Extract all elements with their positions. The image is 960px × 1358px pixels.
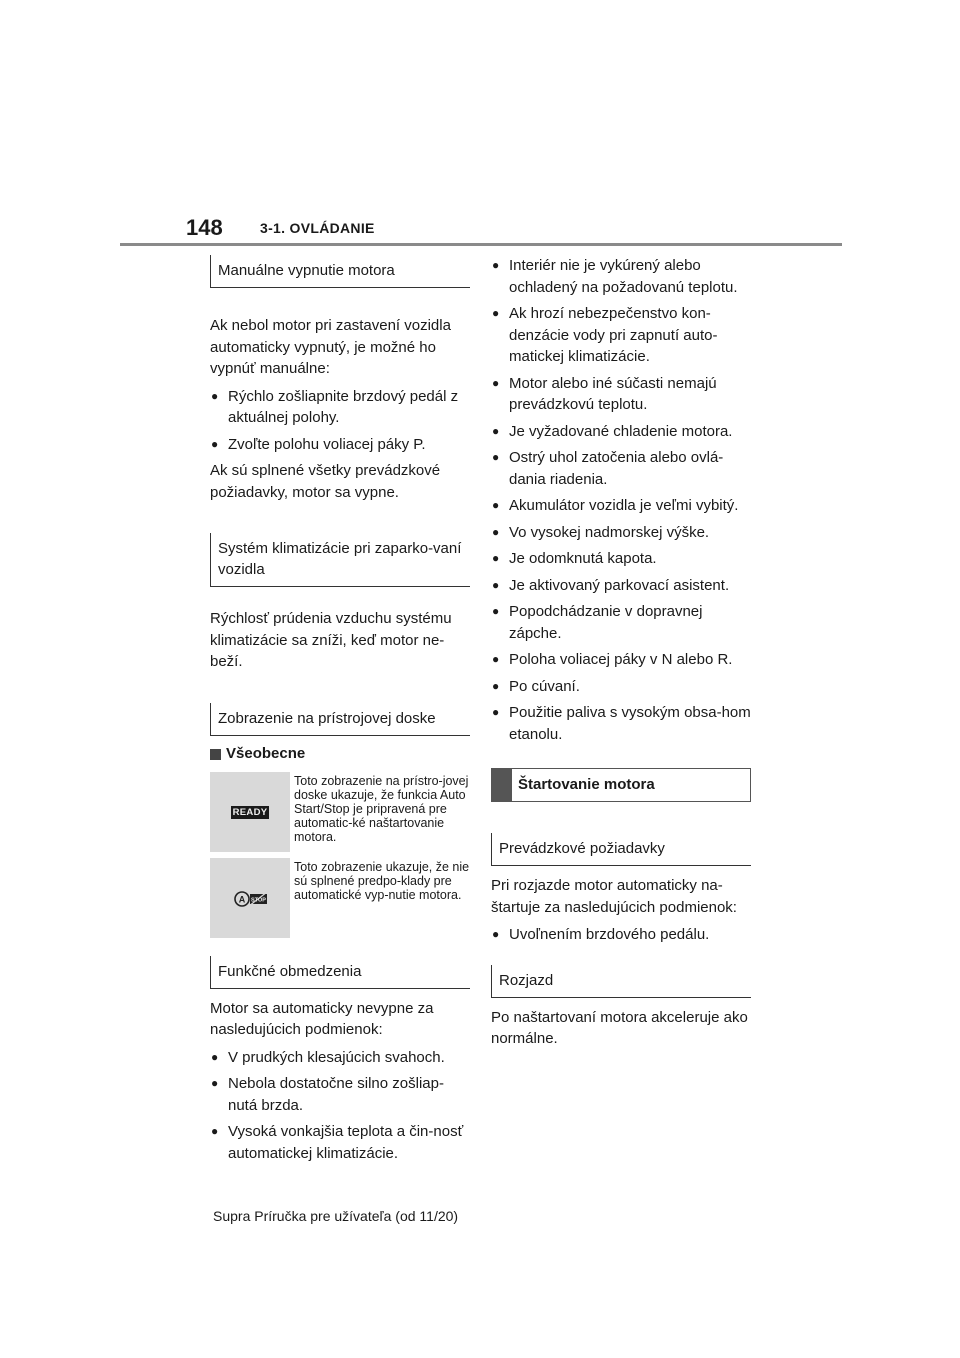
bullet-item: ● Po cúvaní. — [491, 676, 751, 698]
bullet-item: ● Je vyžadované chladenie motora. — [491, 421, 751, 443]
paragraph: Ak sú splnené všetky prevádzkové požiadavky, motor sa vypne. — [210, 462, 441, 501]
bullet-item: ● Popodchádzanie v dopravnej zápche. — [491, 601, 751, 644]
bullet-item: ● Použitie paliva s vysokým obsa-hom etanolu. — [491, 702, 751, 745]
section-heading-engine-start: Štartovanie motora — [491, 768, 751, 802]
stop-label: STOP — [251, 897, 266, 903]
bullet-item: ● Vysoká vonkajšia teplota a čin-nosť automatickej klimatizácie. — [210, 1121, 470, 1164]
bullet-item: ● Interiér nie je vykúrený alebo ochladený na požadovanú teplotu. — [491, 255, 751, 298]
auto-stop-indicator-image — [210, 858, 290, 938]
section-heading-climate: Systém klimatizácie pri zaparko-vaní vozidla — [210, 533, 470, 587]
paragraph: Rýchlosť prúdenia vzduchu systému klimatizácie sa zníži, keď motor ne-beží. — [210, 610, 452, 670]
display-description: Toto zobrazenie ukazuje, že nie sú splnené predpo-klady pre automatické vyp-nutie motora. — [294, 859, 470, 902]
section-heading-limitations: Funkčné obmedzenia — [210, 956, 470, 989]
bullet-item: ● Je aktivovaný parkovací asistent. — [491, 575, 751, 597]
bullet-item: ● Nebola dostatočne silno zošliap-nutá brzda. — [210, 1073, 470, 1116]
bullet-item: ● Akumulátor vozidla je veľmi vybitý. — [491, 495, 751, 517]
page-number: 148 — [186, 215, 223, 240]
section-heading-moving-off: Rozjazd — [491, 965, 751, 998]
bullet-item: ● Poloha voliacej páky v N alebo R. — [491, 649, 751, 671]
bullet-item: ● Ak hrozí nebezpečenstvo kon-denzácie vody pri zapnutí auto-matickej klimatizácie. — [491, 303, 751, 368]
bullet-item: ● Zvoľte polohu voliacej páky P. — [210, 434, 470, 456]
display-row-stop — [210, 858, 470, 938]
bullet-item: ● V prudkých klesajúcich svahoch. — [210, 1047, 470, 1069]
footer-text: Supra Príručka pre užívateľa (od 11/20) — [213, 1208, 459, 1224]
header-rule — [120, 243, 842, 246]
ready-badge: READY — [232, 806, 268, 818]
bullet-item: ● Je odomknutá kapota. — [491, 548, 751, 570]
section-heading-requirements: Prevádzkové požiadavky — [491, 833, 751, 866]
bullet-item: ● Ostrý uhol zatočenia alebo ovlá-dania riadenia. — [491, 447, 751, 490]
paragraph: Ak nebol motor pri zastavení vozidla automaticky vypnutý, je možné ho vypnúť manuálne: — [210, 317, 451, 377]
display-row-ready — [210, 772, 470, 852]
subheading-general: Všeobecne — [210, 745, 470, 762]
bullet-item: ● Uvoľnením brzdového pedálu. — [491, 924, 751, 946]
display-description: Toto zobrazenie na prístro-jovej doske ukazuje, že funkcia Auto Start/Stop je pripravená pre automatic-ké naštartovanie motora. — [294, 773, 469, 844]
left-column — [210, 255, 470, 1169]
section-heading-dashboard: Zobrazenie na prístrojovej doske — [210, 703, 470, 736]
bullet-item: ● Rýchlo zošliapnite brzdový pedál z aktuálnej polohy. — [210, 386, 470, 429]
svg-text:A: A — [238, 894, 246, 904]
paragraph: Motor sa automaticky nevypne za nasledujúcich podmienok: — [210, 999, 434, 1038]
auto-stop-icon — [234, 890, 268, 908]
bullet-item: ● Motor alebo iné súčasti nemajú prevádzkovú teplotu. — [491, 373, 751, 416]
chapter-title: 3-1. OVLÁDANIE — [260, 220, 375, 236]
paragraph: Pri rozjazde motor automaticky na-štartuje za nasledujúcich podmienok: — [491, 877, 737, 916]
paragraph: Po naštartovaní motora akceleruje ako normálne. — [491, 1008, 748, 1047]
right-column — [491, 255, 751, 1056]
bullet-item: ● Vo vysokej nadmorskej výške. — [491, 522, 751, 544]
section-heading-manual-stop: Manuálne vypnutie motora — [210, 255, 470, 288]
ready-indicator-image — [210, 772, 290, 852]
